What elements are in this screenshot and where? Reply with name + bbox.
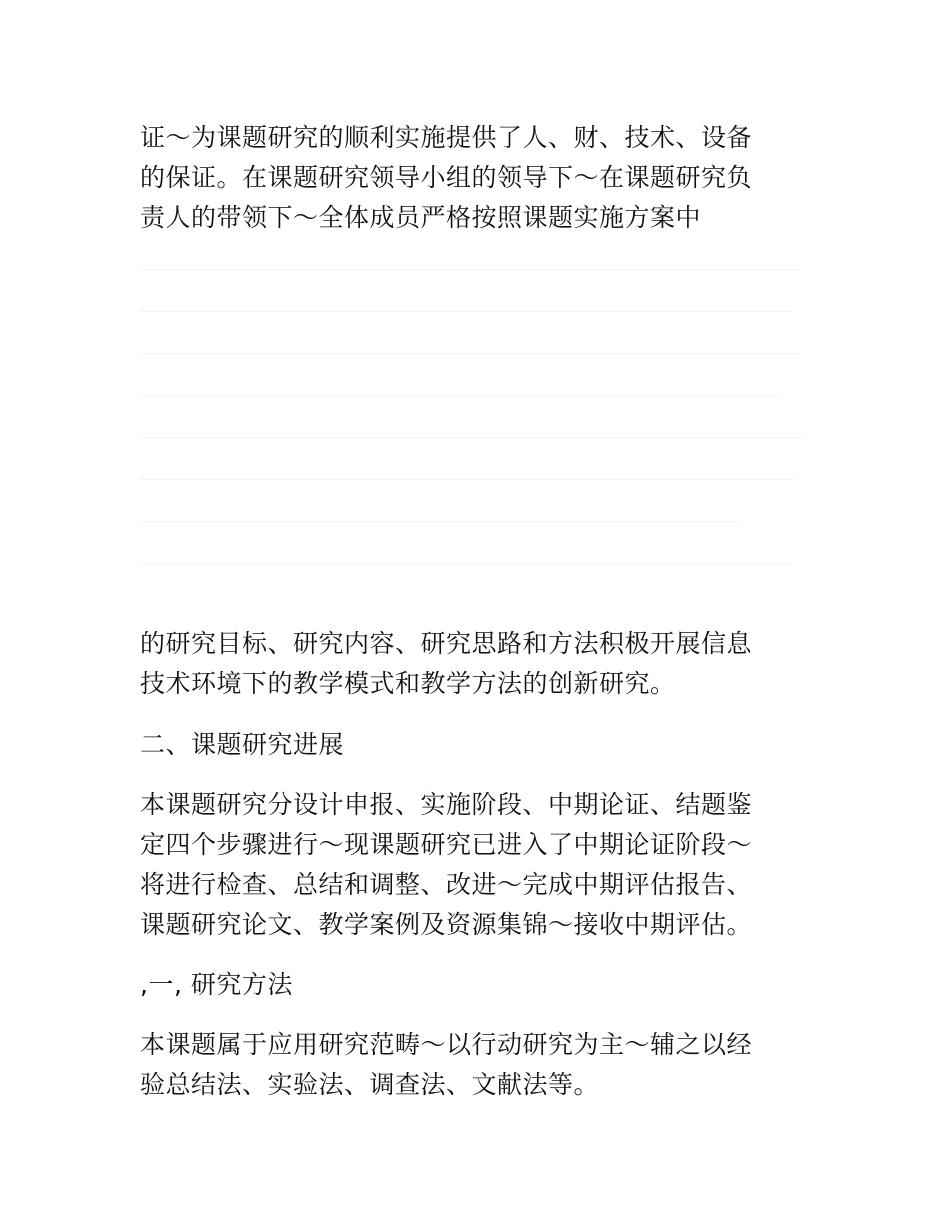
paragraph-method [140, 1025, 800, 1105]
section-heading-method [140, 965, 800, 1005]
paragraph-research-goals [140, 624, 800, 704]
text-line: 技术环境下的教学模式和教学方法的创新研究。 [140, 669, 676, 698]
heading-text: ,一, 研究方法 [140, 970, 293, 999]
heading-text: 二、课题研究进展 [140, 730, 345, 759]
text-line: 验总结法、实验法、调查法、文献法等。 [140, 1070, 600, 1099]
text-line: 的保证。在课题研究领导小组的领导下～在课题研究负 [140, 163, 753, 192]
faded-text-region [140, 255, 810, 605]
text-line: 的研究目标、研究内容、研究思路和方法积极开展信息 [140, 629, 753, 658]
text-line: 将进行检查、总结和调整、改进～完成中期评估报告、 [140, 870, 753, 899]
text-line: 责人的带领下～全体成员严格按照课题实施方案中 [140, 203, 702, 232]
paragraph-progress [140, 785, 800, 945]
text-line: 课题研究论文、教学案例及资源集锦～接收中期评估。 [140, 910, 753, 939]
text-line: 证～为课题研究的顺利实施提供了人、财、技术、设备 [140, 123, 753, 152]
text-line: 定四个步骤进行～现课题研究已进入了中期论证阶段～ [140, 830, 753, 859]
text-line: 本课题属于应用研究范畴～以行动研究为主～辅之以经 [140, 1030, 753, 1059]
text-line: 本课题研究分设计申报、实施阶段、中期论证、结题鉴 [140, 790, 753, 819]
paragraph-implementation [140, 118, 800, 238]
section-heading-progress [140, 725, 800, 765]
